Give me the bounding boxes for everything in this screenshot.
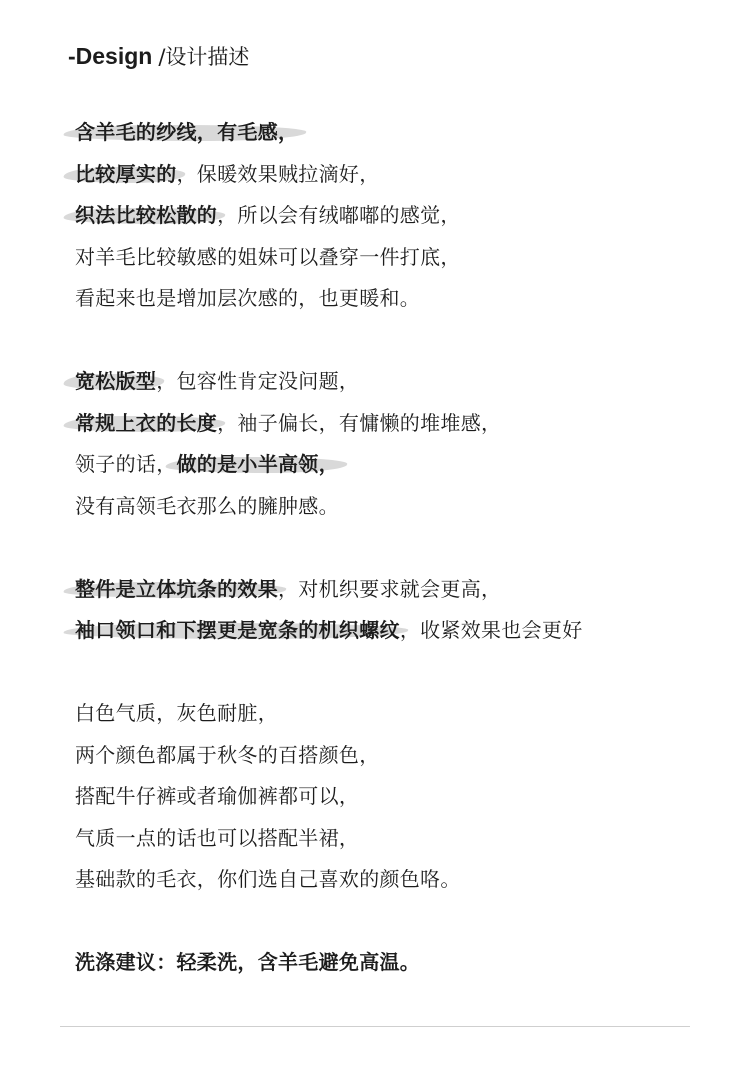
plain-text: 对羊毛比较敏感的姐妹可以叠穿一件打底，: [75, 244, 461, 269]
plain-text: 领子的话，: [75, 452, 177, 476]
description-line: [75, 610, 735, 652]
description-line: [75, 154, 735, 196]
highlighted-text: 宽松版型: [75, 369, 157, 393]
highlighted-text: 比较厚实的: [75, 161, 177, 186]
description-line: [75, 776, 735, 818]
plain-text: 白色气质，灰色耐脏，: [75, 701, 278, 725]
highlighted-text: 整件是立体坑条的效果: [75, 576, 278, 601]
plain-text: ，所以会有绒嘟嘟的感觉，: [217, 203, 461, 227]
description-line: [75, 237, 735, 279]
header-title-cn: /设计描述: [158, 45, 250, 69]
description-line: [75, 735, 735, 777]
plain-text: 基础款的毛衣，你们选自己喜欢的颜色咯。: [75, 867, 461, 891]
description-line: [75, 859, 735, 901]
paragraph-spacer: [75, 901, 735, 943]
description-line: [75, 444, 735, 486]
design-description: [75, 112, 735, 984]
plain-text: 没有高领毛衣那么的臃肿感。: [75, 493, 339, 518]
paragraph-spacer: [75, 527, 735, 569]
plain-text: ，对机织要求就会更高，: [278, 576, 502, 601]
plain-text: ，袖子偏长，有慵懒的堆堆感，: [217, 410, 502, 435]
description-line: [75, 818, 735, 860]
description-line: [75, 403, 735, 445]
highlighted-text: 常规上衣的长度: [75, 410, 218, 435]
description-line: [75, 569, 735, 611]
description-line: [75, 361, 735, 403]
description-line: [75, 278, 735, 320]
highlighted-text: 袖口领口和下摆更是宽条的机织螺纹: [75, 618, 400, 642]
paragraph-spacer: [75, 320, 735, 362]
highlighted-text: 织法比较松散的: [75, 203, 218, 227]
bottom-divider: [60, 1026, 690, 1027]
plain-text: 两个颜色都属于秋冬的百搭颜色，: [75, 742, 380, 767]
description-line: [75, 693, 735, 735]
section-header: [68, 40, 249, 74]
highlighted-text: 含羊毛的纱线，有毛感，: [75, 120, 299, 144]
plain-text: ，包容性肯定没问题，: [156, 369, 360, 393]
plain-text: 搭配牛仔裤或者瑜伽裤都可以，: [75, 784, 360, 808]
paragraph-spacer: [75, 652, 735, 694]
highlighted-text: 做的是小半高领，: [176, 452, 339, 476]
plain-text: 气质一点的话也可以搭配半裙，: [75, 825, 360, 850]
description-line: [75, 112, 735, 154]
plain-text: ，收紧效果也会更好: [399, 618, 583, 642]
plain-text: 看起来也是增加层次感的，也更暖和。: [75, 286, 421, 310]
description-line: [75, 486, 735, 528]
header-title-en: -Design: [68, 43, 153, 69]
plain-text: ，保暖效果贼拉滴好，: [176, 161, 380, 186]
washing-note: 洗涤建议：轻柔洗，含羊毛避免高温。: [75, 950, 421, 974]
description-line: [75, 195, 735, 237]
